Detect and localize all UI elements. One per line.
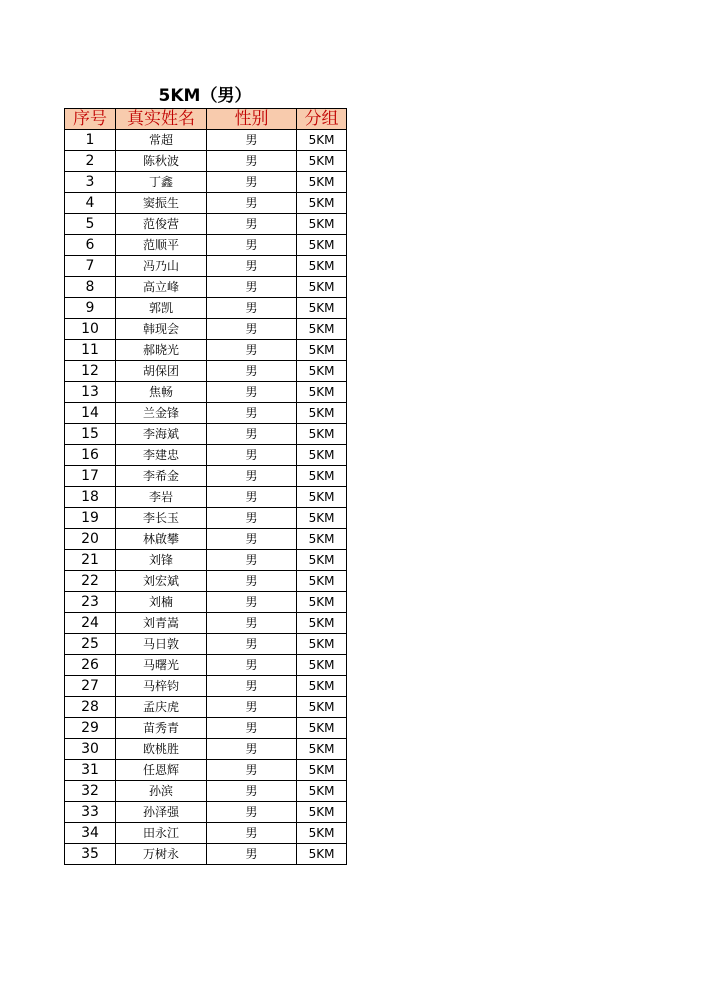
cell-gender: 男 <box>207 634 297 655</box>
table-row <box>65 718 347 739</box>
cell-number: 34 <box>65 823 116 844</box>
cell-gender: 男 <box>207 277 297 298</box>
cell-number: 13 <box>65 382 116 403</box>
cell-group: 5KM <box>297 739 347 760</box>
cell-number: 29 <box>65 718 116 739</box>
cell-group: 5KM <box>297 508 347 529</box>
table-row <box>65 445 347 466</box>
cell-gender: 男 <box>207 823 297 844</box>
cell-name: 马日敦 <box>116 634 207 655</box>
cell-group: 5KM <box>297 361 347 382</box>
cell-group: 5KM <box>297 235 347 256</box>
cell-number: 8 <box>65 277 116 298</box>
table-row <box>65 340 347 361</box>
cell-group: 5KM <box>297 487 347 508</box>
cell-gender: 男 <box>207 445 297 466</box>
cell-name: 马梓钧 <box>116 676 207 697</box>
cell-group: 5KM <box>297 466 347 487</box>
cell-name: 苗秀青 <box>116 718 207 739</box>
header-row <box>65 109 347 130</box>
table-row <box>65 235 347 256</box>
cell-gender: 男 <box>207 739 297 760</box>
table-row <box>65 697 347 718</box>
cell-number: 2 <box>65 151 116 172</box>
cell-number: 26 <box>65 655 116 676</box>
table-row <box>65 613 347 634</box>
cell-number: 31 <box>65 760 116 781</box>
cell-group: 5KM <box>297 571 347 592</box>
table-row <box>65 844 347 865</box>
cell-group: 5KM <box>297 277 347 298</box>
cell-gender: 男 <box>207 571 297 592</box>
cell-gender: 男 <box>207 550 297 571</box>
cell-number: 3 <box>65 172 116 193</box>
cell-gender: 男 <box>207 466 297 487</box>
table-row <box>65 151 347 172</box>
table-row <box>65 676 347 697</box>
cell-group: 5KM <box>297 697 347 718</box>
cell-gender: 男 <box>207 340 297 361</box>
roster-body <box>65 130 347 865</box>
cell-name: 韩现会 <box>116 319 207 340</box>
cell-group: 5KM <box>297 760 347 781</box>
cell-name: 范顺平 <box>116 235 207 256</box>
table-row <box>65 466 347 487</box>
cell-gender: 男 <box>207 214 297 235</box>
cell-group: 5KM <box>297 319 347 340</box>
table-row <box>65 403 347 424</box>
cell-name: 李希金 <box>116 466 207 487</box>
table-row <box>65 760 347 781</box>
table-row <box>65 655 347 676</box>
cell-group: 5KM <box>297 844 347 865</box>
cell-number: 4 <box>65 193 116 214</box>
cell-name: 孙泽强 <box>116 802 207 823</box>
cell-number: 32 <box>65 781 116 802</box>
cell-number: 35 <box>65 844 116 865</box>
cell-gender: 男 <box>207 193 297 214</box>
table-row <box>65 487 347 508</box>
cell-gender: 男 <box>207 844 297 865</box>
column-header-group: 分组 <box>297 109 347 130</box>
cell-name: 范俊营 <box>116 214 207 235</box>
cell-name: 兰金锋 <box>116 403 207 424</box>
cell-number: 6 <box>65 235 116 256</box>
cell-number: 23 <box>65 592 116 613</box>
cell-name: 丁鑫 <box>116 172 207 193</box>
cell-gender: 男 <box>207 676 297 697</box>
cell-number: 12 <box>65 361 116 382</box>
cell-group: 5KM <box>297 151 347 172</box>
cell-name: 李长玉 <box>116 508 207 529</box>
cell-number: 33 <box>65 802 116 823</box>
cell-group: 5KM <box>297 823 347 844</box>
cell-group: 5KM <box>297 193 347 214</box>
table-row <box>65 130 347 151</box>
table-row <box>65 508 347 529</box>
table-row <box>65 172 347 193</box>
cell-name: 李建忠 <box>116 445 207 466</box>
cell-number: 27 <box>65 676 116 697</box>
cell-group: 5KM <box>297 634 347 655</box>
cell-number: 5 <box>65 214 116 235</box>
cell-name: 李海斌 <box>116 424 207 445</box>
cell-gender: 男 <box>207 382 297 403</box>
column-header-name: 真实姓名 <box>116 109 207 130</box>
table-row <box>65 739 347 760</box>
cell-name: 李岩 <box>116 487 207 508</box>
table-row <box>65 802 347 823</box>
cell-name: 刘楠 <box>116 592 207 613</box>
cell-gender: 男 <box>207 802 297 823</box>
table-row <box>65 529 347 550</box>
cell-name: 刘锋 <box>116 550 207 571</box>
cell-name: 窦振生 <box>116 193 207 214</box>
cell-name: 郝晓光 <box>116 340 207 361</box>
cell-gender: 男 <box>207 361 297 382</box>
cell-gender: 男 <box>207 256 297 277</box>
table-row <box>65 634 347 655</box>
cell-name: 刘宏斌 <box>116 571 207 592</box>
cell-gender: 男 <box>207 487 297 508</box>
cell-gender: 男 <box>207 424 297 445</box>
cell-gender: 男 <box>207 151 297 172</box>
table-row <box>65 277 347 298</box>
cell-group: 5KM <box>297 403 347 424</box>
cell-gender: 男 <box>207 655 297 676</box>
table-row <box>65 424 347 445</box>
cell-gender: 男 <box>207 319 297 340</box>
cell-group: 5KM <box>297 529 347 550</box>
cell-group: 5KM <box>297 445 347 466</box>
table-row <box>65 214 347 235</box>
cell-group: 5KM <box>297 781 347 802</box>
cell-group: 5KM <box>297 802 347 823</box>
cell-gender: 男 <box>207 697 297 718</box>
table-row <box>65 592 347 613</box>
cell-name: 田永江 <box>116 823 207 844</box>
cell-gender: 男 <box>207 172 297 193</box>
cell-gender: 男 <box>207 760 297 781</box>
cell-group: 5KM <box>297 340 347 361</box>
column-header-number: 序号 <box>65 109 116 130</box>
cell-gender: 男 <box>207 613 297 634</box>
cell-group: 5KM <box>297 256 347 277</box>
cell-name: 孟庆虎 <box>116 697 207 718</box>
cell-gender: 男 <box>207 718 297 739</box>
cell-number: 1 <box>65 130 116 151</box>
table-row <box>65 382 347 403</box>
cell-group: 5KM <box>297 655 347 676</box>
table-row <box>65 298 347 319</box>
roster-table <box>64 108 347 865</box>
cell-name: 冯乃山 <box>116 256 207 277</box>
table-row <box>65 781 347 802</box>
cell-number: 30 <box>65 739 116 760</box>
cell-gender: 男 <box>207 508 297 529</box>
cell-name: 林啟攀 <box>116 529 207 550</box>
cell-number: 28 <box>65 697 116 718</box>
cell-group: 5KM <box>297 718 347 739</box>
cell-number: 11 <box>65 340 116 361</box>
cell-number: 25 <box>65 634 116 655</box>
cell-name: 刘青嵩 <box>116 613 207 634</box>
cell-gender: 男 <box>207 781 297 802</box>
table-row <box>65 571 347 592</box>
table-row <box>65 823 347 844</box>
cell-name: 任恩辉 <box>116 760 207 781</box>
cell-number: 17 <box>65 466 116 487</box>
cell-name: 高立峰 <box>116 277 207 298</box>
cell-name: 焦畅 <box>116 382 207 403</box>
cell-gender: 男 <box>207 130 297 151</box>
table-row <box>65 193 347 214</box>
cell-number: 19 <box>65 508 116 529</box>
cell-name: 陈秋波 <box>116 151 207 172</box>
cell-gender: 男 <box>207 592 297 613</box>
cell-name: 欧桃胜 <box>116 739 207 760</box>
cell-group: 5KM <box>297 214 347 235</box>
cell-number: 22 <box>65 571 116 592</box>
cell-number: 18 <box>65 487 116 508</box>
cell-number: 10 <box>65 319 116 340</box>
cell-number: 24 <box>65 613 116 634</box>
cell-name: 郭凯 <box>116 298 207 319</box>
cell-group: 5KM <box>297 298 347 319</box>
cell-group: 5KM <box>297 613 347 634</box>
table-row <box>65 256 347 277</box>
cell-group: 5KM <box>297 382 347 403</box>
table-row <box>65 550 347 571</box>
table-row <box>65 319 347 340</box>
cell-group: 5KM <box>297 592 347 613</box>
cell-number: 20 <box>65 529 116 550</box>
sheet-title: 5KM（男） <box>158 86 252 106</box>
cell-name: 万树永 <box>116 844 207 865</box>
cell-gender: 男 <box>207 529 297 550</box>
cell-number: 21 <box>65 550 116 571</box>
cell-name: 孙滨 <box>116 781 207 802</box>
cell-number: 15 <box>65 424 116 445</box>
cell-group: 5KM <box>297 130 347 151</box>
cell-group: 5KM <box>297 676 347 697</box>
table-row <box>65 361 347 382</box>
cell-name: 胡保团 <box>116 361 207 382</box>
cell-group: 5KM <box>297 550 347 571</box>
cell-group: 5KM <box>297 172 347 193</box>
cell-gender: 男 <box>207 298 297 319</box>
cell-number: 14 <box>65 403 116 424</box>
cell-name: 马曙光 <box>116 655 207 676</box>
cell-number: 16 <box>65 445 116 466</box>
cell-name: 常超 <box>116 130 207 151</box>
cell-gender: 男 <box>207 235 297 256</box>
cell-number: 7 <box>65 256 116 277</box>
column-header-gender: 性别 <box>207 109 297 130</box>
cell-group: 5KM <box>297 424 347 445</box>
cell-number: 9 <box>65 298 116 319</box>
cell-gender: 男 <box>207 403 297 424</box>
